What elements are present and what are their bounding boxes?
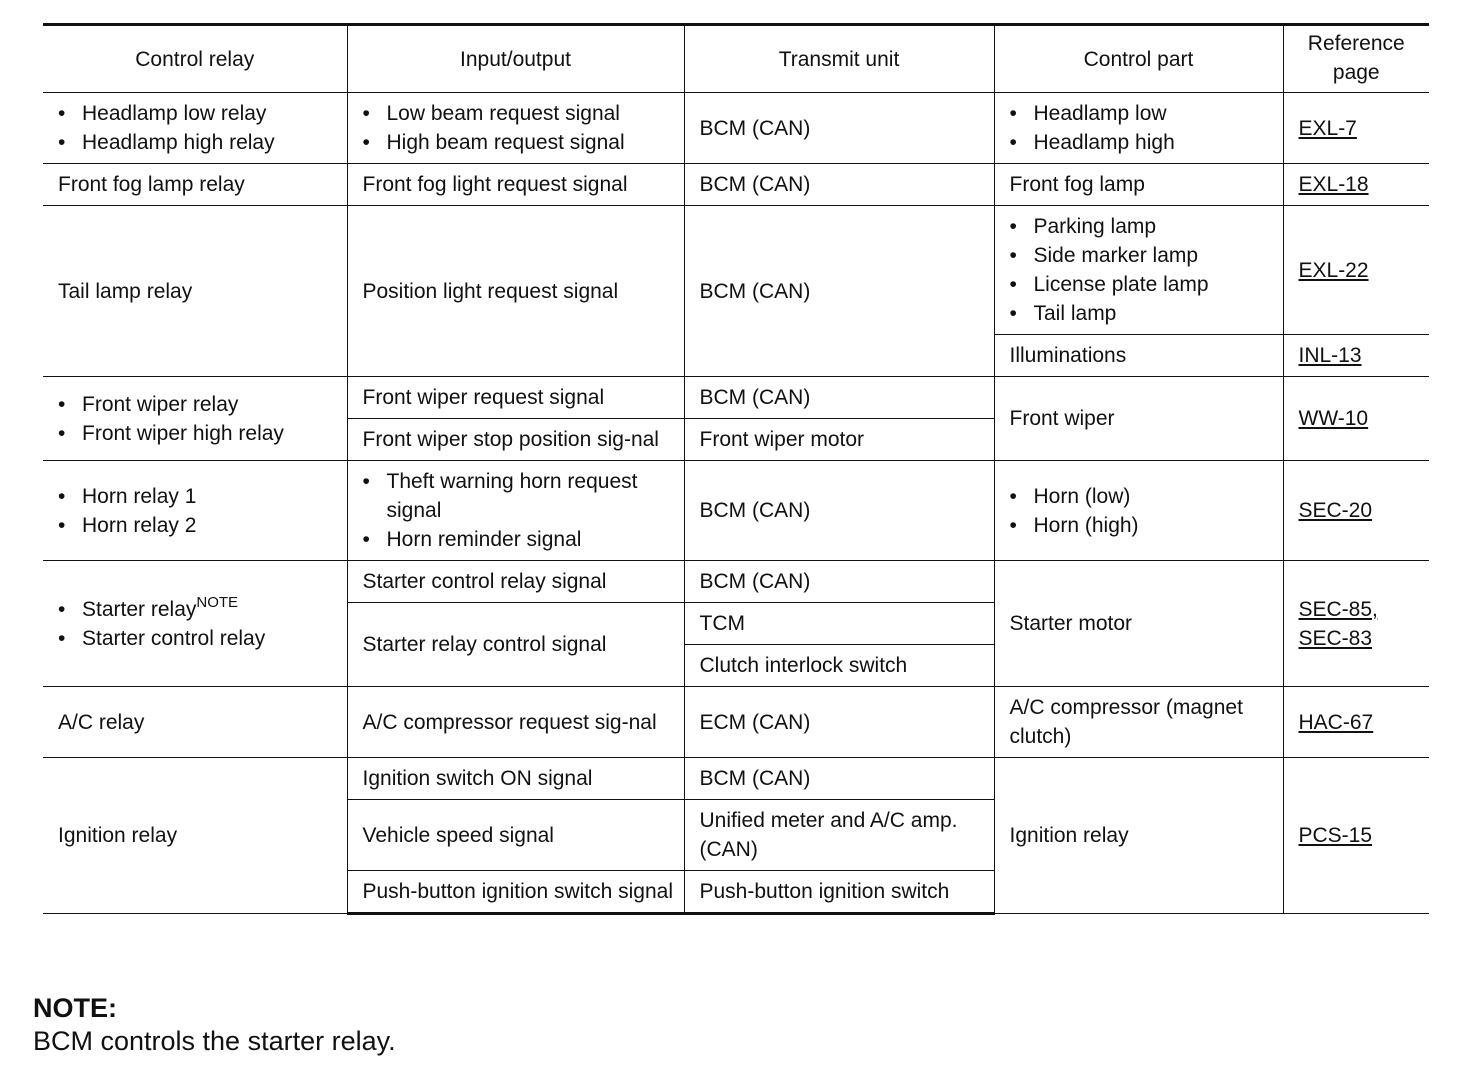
list-item: • Horn (high) — [1010, 511, 1273, 540]
control-part-cell: Illuminations — [994, 335, 1283, 377]
input-output-cell: Push-button ignition switch signal — [347, 871, 684, 914]
control-part-cell — [994, 93, 1283, 164]
transmit-unit-cell: BCM (CAN) — [684, 758, 994, 800]
reference-page-cell — [1283, 758, 1429, 914]
reference-link[interactable]: EXL-7 — [1298, 116, 1357, 140]
header-control-part: Control part — [994, 25, 1283, 93]
list-item: • Horn (low) — [1010, 482, 1273, 511]
reference-link[interactable]: HAC-67 — [1298, 710, 1374, 734]
header-control-relay: Control relay — [43, 25, 347, 93]
list-item: • Horn relay 1 — [58, 482, 337, 511]
reference-link[interactable]: INL-13 — [1298, 344, 1362, 367]
input-output-cell: Ignition switch ON signal — [347, 758, 684, 800]
input-output-cell — [347, 461, 684, 561]
table-row — [43, 687, 1429, 758]
control-part-cell: Ignition relay — [994, 758, 1283, 914]
reference-page-cell — [1283, 164, 1429, 206]
table-row — [43, 758, 1429, 800]
list-item: • Tail lamp — [1010, 299, 1273, 328]
control-relay-cell: Ignition relay — [43, 758, 347, 914]
starter-relay-label: Starter relay — [82, 597, 197, 621]
reference-page-cell — [1283, 687, 1429, 758]
reference-link[interactable]: SEC-83 — [1298, 626, 1373, 650]
transmit-unit-cell: Front wiper motor — [684, 419, 994, 461]
reference-page-cell — [1283, 206, 1429, 335]
control-part-cell — [994, 461, 1283, 561]
header-input-output: Input/output — [347, 25, 684, 93]
transmit-unit-cell: TCM — [684, 603, 994, 645]
list-item: • Headlamp low relay — [58, 99, 337, 128]
control-relay-cell — [43, 93, 347, 164]
table-row — [43, 206, 1429, 335]
list-item: • License plate lamp — [1010, 270, 1273, 299]
control-relay-cell: Front fog lamp relay — [43, 164, 347, 206]
reference-link[interactable]: SEC-85, — [1298, 597, 1378, 621]
transmit-unit-cell: BCM (CAN) — [684, 561, 994, 603]
input-output-cell: Position light request signal — [347, 206, 684, 377]
table-row — [43, 461, 1429, 561]
control-part-cell — [994, 206, 1283, 335]
list-item: • Parking lamp — [1010, 212, 1273, 241]
transmit-unit-cell: BCM (CAN) — [684, 93, 994, 164]
note-title: NOTE: — [33, 993, 117, 1023]
control-part-cell: A/C compressor (magnet clutch) — [994, 687, 1283, 758]
list-item: • Headlamp low — [1010, 99, 1273, 128]
input-output-cell: Starter relay control signal — [347, 603, 684, 687]
transmit-unit-cell: ECM (CAN) — [684, 687, 994, 758]
control-relay-cell: Tail lamp relay — [43, 206, 347, 377]
control-relay-cell — [43, 561, 347, 687]
list-item: • Low beam request signal — [363, 99, 674, 128]
transmit-unit-cell: Unified meter and A/C amp. (CAN) — [684, 800, 994, 871]
reference-link[interactable]: WW-10 — [1298, 407, 1369, 430]
input-output-cell: Front wiper stop position sig-nal — [347, 419, 684, 461]
transmit-unit-cell: Push-button ignition switch — [684, 871, 994, 914]
control-relay-cell: A/C relay — [43, 687, 347, 758]
reference-page-cell — [1283, 335, 1429, 377]
input-output-cell: A/C compressor request sig-nal — [347, 687, 684, 758]
table-row — [43, 93, 1429, 164]
header-reference-page: Reference page — [1283, 25, 1429, 93]
control-part-cell: Front fog lamp — [994, 164, 1283, 206]
list-item: • Side marker lamp — [1010, 241, 1273, 270]
transmit-unit-cell: BCM (CAN) — [684, 461, 994, 561]
input-output-cell: Starter control relay signal — [347, 561, 684, 603]
control-relay-table — [43, 23, 1429, 915]
control-relay-cell — [43, 377, 347, 461]
list-item: • Starter control relay — [58, 624, 337, 653]
input-output-cell — [347, 93, 684, 164]
reference-link[interactable]: EXL-18 — [1298, 173, 1369, 196]
list-item: • Front wiper high relay — [58, 419, 337, 448]
reference-link[interactable]: SEC-20 — [1298, 499, 1373, 522]
transmit-unit-cell: BCM (CAN) — [684, 164, 994, 206]
note-block — [33, 992, 396, 1058]
control-relay-cell — [43, 461, 347, 561]
input-output-cell: Front fog light request signal — [347, 164, 684, 206]
table-row — [43, 377, 1429, 419]
input-output-cell: Vehicle speed signal — [347, 800, 684, 871]
list-item: • Theft warning horn request signal — [363, 467, 674, 525]
list-item: • Horn relay 2 — [58, 511, 337, 540]
list-item: • Headlamp high relay — [58, 128, 337, 157]
note-superscript: NOTE — [196, 593, 239, 611]
list-item: • Headlamp high — [1010, 128, 1273, 157]
list-item: • High beam request signal — [363, 128, 674, 157]
list-item: • Horn reminder signal — [363, 525, 674, 554]
reference-page-cell — [1283, 377, 1429, 461]
header-transmit-unit: Transmit unit — [684, 25, 994, 93]
control-part-cell: Starter motor — [994, 561, 1283, 687]
reference-page-cell — [1283, 461, 1429, 561]
reference-link[interactable]: PCS-15 — [1298, 824, 1373, 847]
note-text: BCM controls the starter relay. — [33, 1026, 396, 1056]
reference-page-cell — [1283, 561, 1429, 687]
table-header-row — [43, 25, 1429, 93]
transmit-unit-cell: Clutch interlock switch — [684, 645, 994, 687]
list-item — [58, 595, 337, 624]
control-part-cell: Front wiper — [994, 377, 1283, 461]
transmit-unit-cell: BCM (CAN) — [684, 206, 994, 377]
list-item: • Front wiper relay — [58, 390, 337, 419]
table-row — [43, 561, 1429, 603]
input-output-cell: Front wiper request signal — [347, 377, 684, 419]
reference-page-cell — [1283, 93, 1429, 164]
transmit-unit-cell: BCM (CAN) — [684, 377, 994, 419]
table-row — [43, 164, 1429, 206]
reference-link[interactable]: EXL-22 — [1298, 258, 1369, 282]
